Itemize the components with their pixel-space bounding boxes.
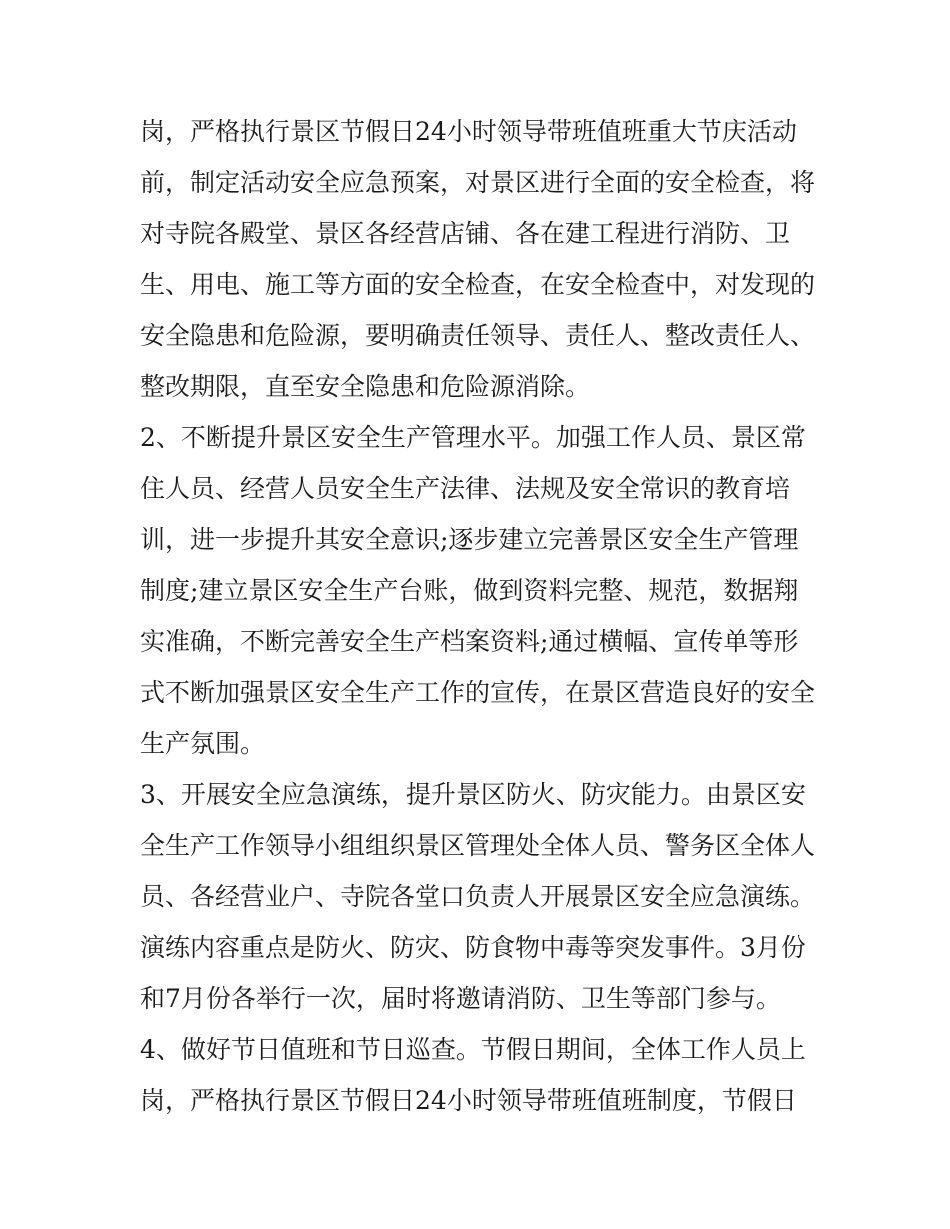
paragraph-2-start: 2、不断提升景区安全生产管理水平。加强工作人员、景区常	[140, 423, 806, 452]
body-text	[140, 106, 820, 1126]
text-line: 前，制定活动安全应急预案，对景区进行全面的安全检查，将	[140, 168, 816, 197]
text-line: 制度;建立景区安全生产台账，做到资料完整、规范，数据翔	[140, 576, 799, 605]
text-line: 演练内容重点是防火、防灾、防食物中毒等突发事件。3月份	[140, 933, 806, 962]
text-line: 对寺院各殿堂、景区各经营店铺、各在建工程进行消防、卫	[140, 219, 791, 248]
text-line: 住人员、经营人员安全生产法律、法规及安全常识的教育培	[140, 474, 791, 503]
text-line: 式不断加强景区安全生产工作的宣传，在景区营造良好的安全	[140, 678, 816, 707]
text-line: 整改期限，直至安全隐患和危险源消除。	[140, 372, 591, 401]
text-line: 岗，严格执行景区节假日24小时领导带班值班重大节庆活动	[140, 117, 797, 146]
text-line: 生产氛围。	[140, 729, 266, 758]
text-line: 和7月份各举行一次，届时将邀请消防、卫生等部门参与。	[140, 984, 781, 1013]
text-line: 员、各经营业户、寺院各堂口负责人开展景区安全应急演练。	[140, 882, 816, 911]
text-line: 岗，严格执行景区节假日24小时领导带班值班制度，节假日	[140, 1086, 797, 1115]
text-line: 全生产工作领导小组组织景区管理处全体人员、警务区全体人	[140, 831, 816, 860]
paragraph-3-start: 3、开展安全应急演练，提升景区防火、防灾能力。由景区安	[140, 780, 806, 809]
text-line: 安全隐患和危险源，要明确责任领导、责任人、整改责任人、	[140, 321, 816, 350]
text-line: 训，进一步提升其安全意识;逐步建立完善景区安全生产管理	[140, 525, 799, 554]
text-line: 生、用电、施工等方面的安全检查，在安全检查中，对发现的	[140, 270, 816, 299]
paragraph-4-start: 4、做好节日值班和节日巡查。节假日期间，全体工作人员上	[140, 1035, 806, 1064]
text-line: 实准确，不断完善安全生产档案资料;通过横幅、宣传单等形	[140, 627, 799, 656]
